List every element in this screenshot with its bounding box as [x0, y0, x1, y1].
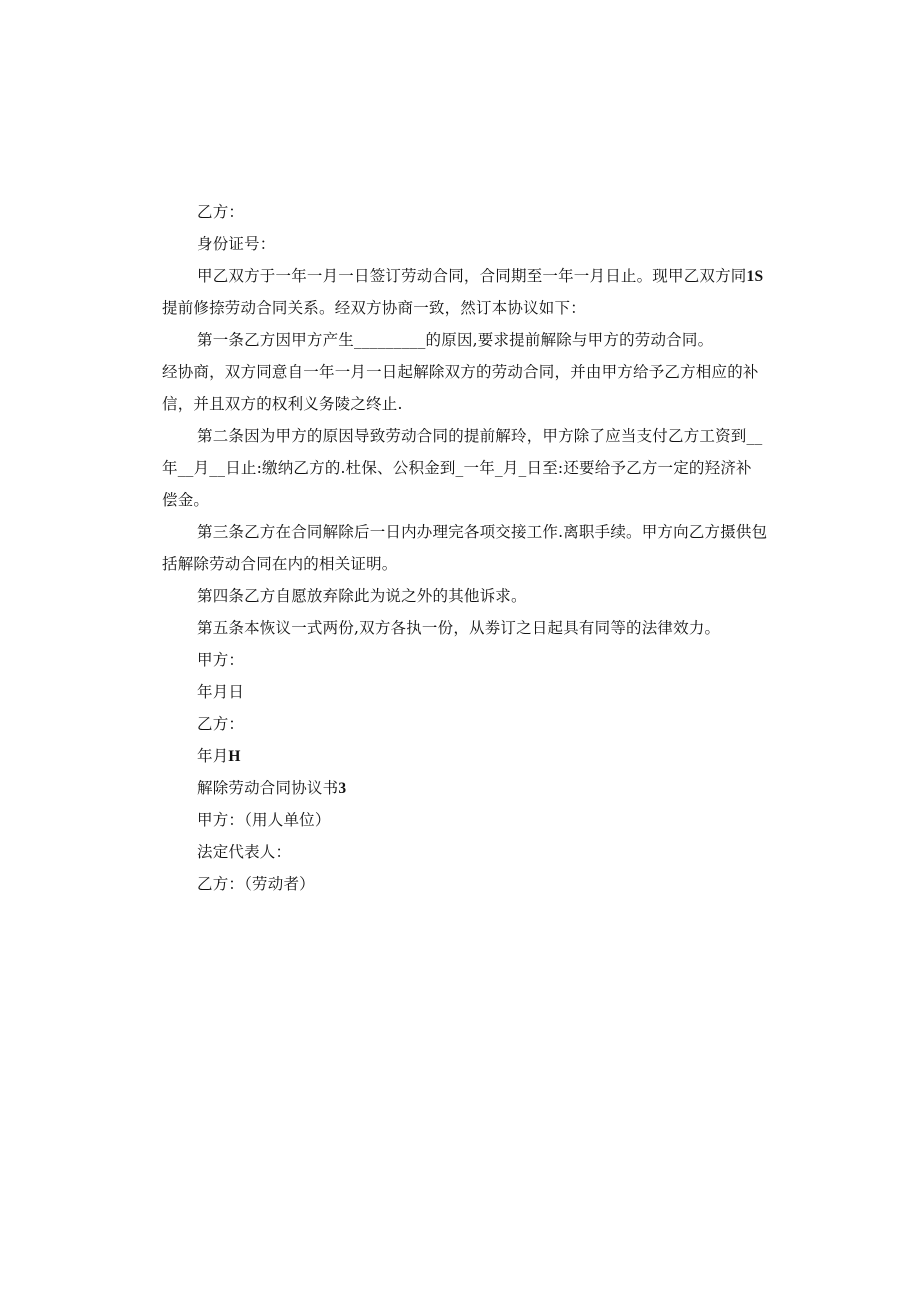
text-run: 信，并且双方的权利义务陵之终止. [162, 395, 403, 413]
text-run: 甲方：（用人单位） [197, 811, 331, 829]
text-run: 第二条因为甲方的原因导致劳动合同的提前解玲，甲方除了应当支付乙方工资到__ [197, 427, 763, 445]
text-run: 甲乙双方于一年一月一日签订劳动合同，合同期至一年一月日止。现甲乙双方同 [197, 267, 747, 285]
bold-run: 1S [746, 268, 764, 285]
text-run: 第四条乙方自愿放弃除此为说之外的其他诉求。 [197, 587, 527, 605]
article-4 [197, 586, 527, 606]
text-run: 第一条乙方因甲方产生_________的原因,要求提前解除与甲方的劳动合同。 [197, 331, 714, 349]
text-run: 乙方： [197, 203, 245, 221]
text-run: 提前修捺劳动合同关系。经双方协商一致，然订本协议如下： [162, 299, 586, 317]
text-run: 法定代表人： [197, 843, 292, 861]
intro-paragraph-line-1 [197, 266, 763, 287]
text-run: 甲方： [197, 651, 245, 669]
text-run: 身份证号： [197, 235, 276, 253]
party-b-signature-label [197, 714, 244, 734]
article-2-line-2 [162, 458, 752, 478]
text-run: 解除劳动合同协议书 [197, 779, 339, 797]
text-run: 经协商，双方同意自一年一月一日起解除双方的劳动合同，并由甲方给予乙方相应的补 [162, 363, 759, 381]
article-2-line-1 [197, 426, 762, 446]
bold-run: H [228, 748, 241, 765]
text-run: 括解除劳动合同在内的相关证明。 [162, 555, 398, 573]
id-number-label [197, 234, 276, 254]
article-1-line-2 [162, 362, 759, 382]
article-2-line-3 [162, 490, 209, 510]
bold-run: 3 [338, 780, 347, 797]
article-5 [197, 618, 720, 638]
agreement-3-title [197, 778, 346, 799]
text-run: 年月日 [197, 683, 245, 701]
article-1-line-3 [162, 394, 403, 414]
text-run: 年月 [197, 747, 229, 765]
party-b-date [197, 746, 241, 767]
text-run: 第五条本恢议一式两份,双方各执一份，从劵订之日起具有同等的法律效力。 [197, 619, 721, 637]
text-run: 乙方：（劳动者） [197, 875, 315, 893]
party-a-signature-label [197, 650, 244, 670]
article-3-line-2 [162, 554, 398, 574]
text-run: 第三条乙方在合同解除后一日内办理完各项交接工作.离职手续。甲方向乙方摄供包 [197, 523, 768, 541]
employer-label [197, 810, 331, 830]
party-a-date [197, 682, 244, 702]
employee-label [197, 874, 315, 894]
party-b-label [197, 202, 244, 222]
legal-representative-label [197, 842, 291, 862]
text-run: 偿金。 [162, 491, 210, 509]
article-3-line-1 [197, 522, 767, 542]
text-run: 年__月__日止:缴纳乙方的.杜保、公积金到_一年_月_日至:还要给予乙方一定的羟济补 [162, 459, 752, 477]
article-1-line-1 [197, 330, 713, 350]
text-run: 乙方： [197, 715, 245, 733]
intro-paragraph-line-2 [162, 298, 586, 318]
